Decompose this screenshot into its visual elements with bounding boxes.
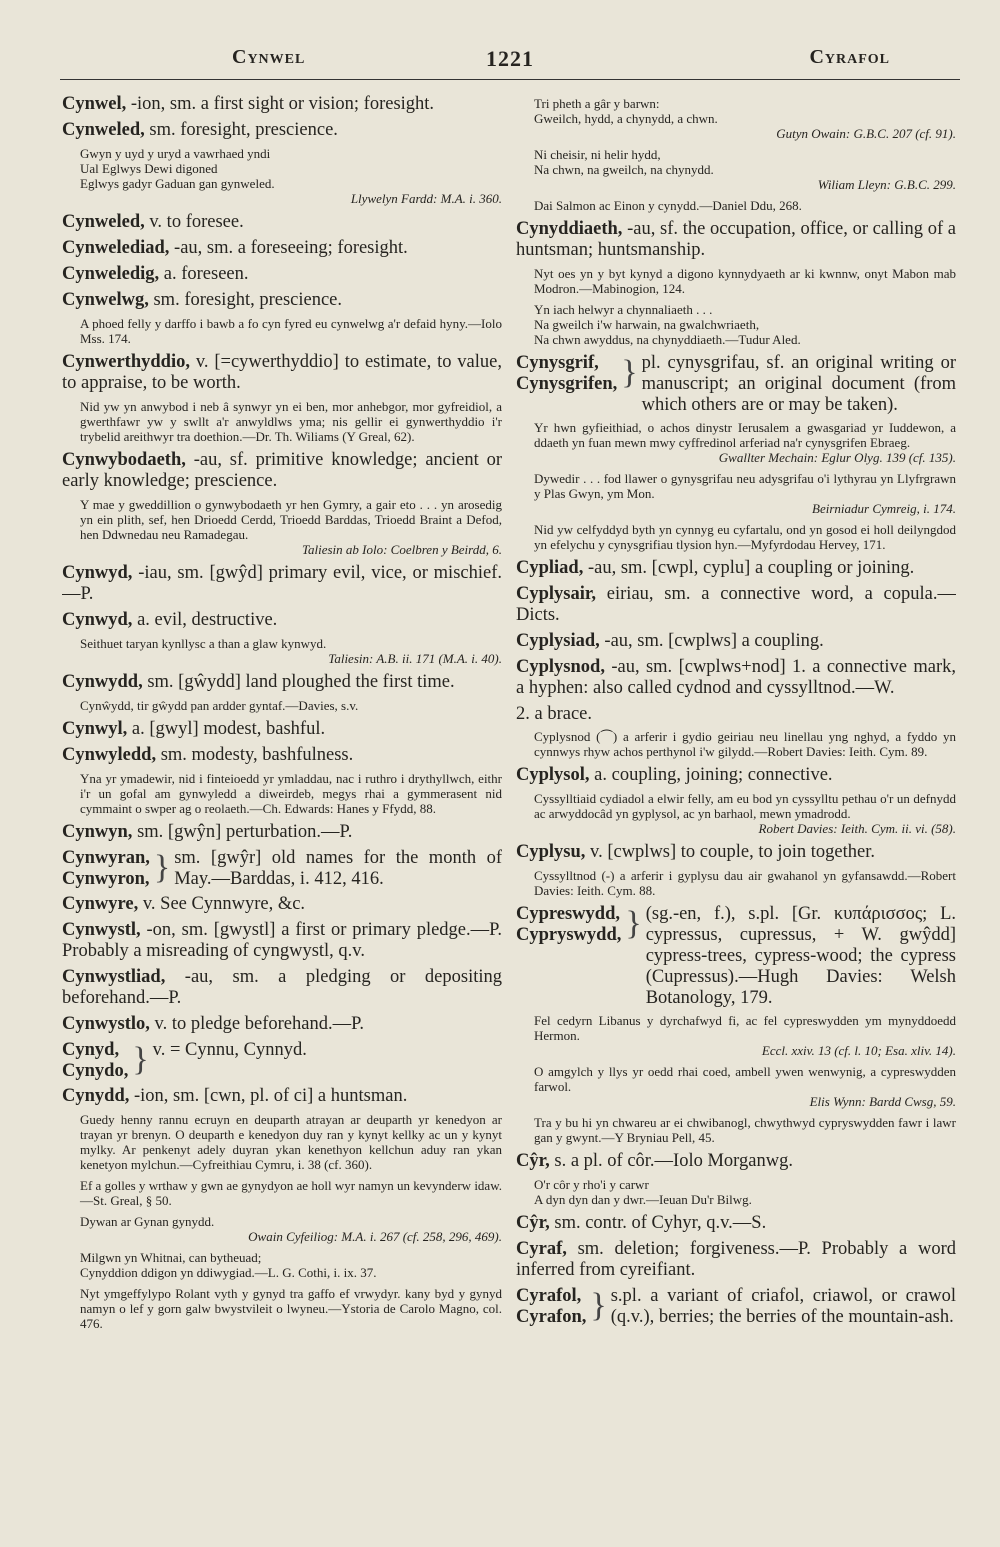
headword: Cynwydd, bbox=[62, 672, 143, 692]
citation-source: Llywelyn Fardd: M.A. i. 360. bbox=[350, 191, 502, 206]
definition: a. foreseen. bbox=[159, 264, 249, 284]
citation-quote bbox=[80, 1286, 502, 1331]
headword: Cyplysiad, bbox=[516, 631, 600, 651]
citation-source: Beirniadur Cymreig, i. 174. bbox=[812, 501, 956, 516]
citation-quote bbox=[534, 1064, 956, 1109]
citation-quote bbox=[534, 1177, 956, 1207]
citation-source: Eccl. xxiv. 13 (cf. l. 10; Esa. xliv. 14). bbox=[761, 1043, 956, 1058]
definition: -au, sf. primitive knowledge; ancient or early knowledge; prescience. bbox=[62, 450, 502, 491]
citation-line: Cyssylltiaid cydiadol a elwir felly, am eu bod yn cyssylltu pethau o'r un defnydd ac arwyddocâd yn gyplysol, ac yn barhaol, mewn ymadrodd. bbox=[534, 791, 956, 821]
citation-quote bbox=[534, 420, 956, 465]
citation-line: Cynyddion ddigon yn ddiwygiad.—L. G. Cothi, i. ix. 37. bbox=[80, 1265, 377, 1280]
citation-line: Fel cedyrn Libanus y dyrchafwyd fi, ac fel cypreswydden ym mynyddoedd Hermon. bbox=[534, 1013, 956, 1043]
headword: Cynwelwg, bbox=[62, 290, 149, 310]
dictionary-entry bbox=[62, 1014, 502, 1035]
citation-quote bbox=[534, 147, 956, 192]
dictionary-entry-pair bbox=[516, 353, 956, 416]
headword: Cynysgrifen, bbox=[516, 374, 618, 394]
citation-quote bbox=[534, 522, 956, 552]
dictionary-entry bbox=[62, 94, 502, 115]
dictionary-entry bbox=[516, 219, 956, 261]
citation-line: Na chwn awyddus, na chynyddiaeth.—Tudur Aled. bbox=[534, 332, 801, 347]
headword: Cynysgrif, bbox=[516, 353, 599, 373]
headword: Cyplysu, bbox=[516, 842, 586, 862]
brace-mark: } bbox=[153, 849, 171, 886]
citation-line: Na chwn, na gweilch, na chynydd. bbox=[534, 162, 714, 177]
definition: a. coupling, joining; connective. bbox=[589, 765, 833, 785]
dictionary-entry bbox=[516, 1151, 956, 1172]
citation-quote bbox=[80, 399, 502, 444]
left-column bbox=[62, 94, 502, 1507]
headword: Cynwyron, bbox=[62, 869, 150, 889]
definition: -au, sm. a pledging or depositing beforehand.—P. bbox=[62, 967, 502, 1008]
citation-quote bbox=[534, 198, 956, 213]
brace-mark: } bbox=[621, 354, 638, 391]
citation-quote bbox=[534, 729, 956, 759]
citation-quote bbox=[80, 771, 502, 816]
headword: Cŷr, bbox=[516, 1151, 550, 1171]
headword: Cyrafon, bbox=[516, 1307, 587, 1327]
headword: Cynwystlo, bbox=[62, 1014, 150, 1034]
headword: Cynwystliad, bbox=[62, 967, 166, 987]
citation-line: Milgwn yn Whitnai, can bytheuad; bbox=[80, 1250, 262, 1265]
dictionary-entry bbox=[62, 745, 502, 766]
definition: -au, sm. [cwpl, cyplu] a coupling or joining. bbox=[583, 558, 915, 578]
definition: s. a pl. of côr.—Iolo Morganwg. bbox=[549, 1151, 793, 1171]
citation-line: O amgylch y llys yr oedd rhai coed, ambell ywen wenwynig, a cypreswydden farwol. bbox=[534, 1064, 956, 1094]
citation-line: Cynŵydd, tir gŵydd pan ardder gyntaf.—Davies, s.v. bbox=[80, 698, 359, 713]
citation-line: Cyssylltnod (-) a arferir i gyplysu dau air gwahanol yn gyfansawdd.—Robert Davies: Ieith. Cym. 88. bbox=[534, 868, 956, 898]
citation-line: Gweilch, hydd, a chynydd, a chwn. bbox=[534, 111, 718, 126]
headword: Cynwyn, bbox=[62, 822, 133, 842]
definition: eiriau, sm. a connective word, a copula.—Dicts. bbox=[516, 584, 956, 625]
headword: Cynwybodaeth, bbox=[62, 450, 186, 470]
brace-mark: } bbox=[132, 1041, 149, 1078]
dictionary-entry bbox=[516, 1239, 956, 1281]
dictionary-entry bbox=[62, 238, 502, 259]
citation-source: Gwallter Mechain: Eglur Olyg. 139 (cf. 135). bbox=[718, 450, 956, 465]
headword: Cyplysnod, bbox=[516, 657, 605, 677]
definition: -ion, sm. [cwn, pl. of ci] a huntsman. bbox=[129, 1086, 408, 1106]
citation-line: Dywan ar Gynan gynydd. bbox=[80, 1214, 215, 1229]
dictionary-entry bbox=[62, 610, 502, 631]
citation-line: Tra y bu hi yn chwareu ar ei chwibanogl, chwythwyd cypryswydden fawr i lawr gan y gwynt.—Y Bryniau Pell, 45. bbox=[534, 1115, 956, 1145]
headword: Cyplysol, bbox=[516, 765, 590, 785]
headword: Cynwerthyddio, bbox=[62, 352, 190, 372]
citation-line: Ef a golles y wrthaw y gwn ae gynydyon ae holl wyr namyn un kevynderw idaw.—St. Greal, § 50. bbox=[80, 1178, 502, 1208]
headword-group bbox=[516, 353, 617, 395]
dictionary-entry-pair bbox=[62, 848, 502, 890]
dictionary-entry bbox=[62, 120, 502, 141]
citation-line: Yr hwn gyfieithiad, o achos dinystr Ierusalem a gwasgariad yr Iuddewon, a ddaeth yn fuan mewn mwy cyffredinol arferiad na'r cynysgrifen Ebraeg. bbox=[534, 420, 956, 450]
headword: Cynweled, bbox=[62, 212, 145, 232]
citation-source: Taliesin ab Iolo: Coelbren y Beirdd, 6. bbox=[301, 542, 502, 557]
page-number: 1221 bbox=[486, 46, 534, 71]
definition: v. [=cywerthyddio] to estimate, to value, to appraise, to be worth. bbox=[62, 352, 502, 393]
citation-quote bbox=[80, 1112, 502, 1172]
dictionary-entry-pair bbox=[516, 904, 956, 1009]
headword: Cynydo, bbox=[62, 1061, 129, 1081]
dictionary-entry bbox=[62, 563, 502, 605]
headword: Cynwel, bbox=[62, 94, 127, 114]
headword: Cynwyl, bbox=[62, 719, 128, 739]
citation-quote bbox=[80, 316, 502, 346]
dictionary-entry bbox=[62, 920, 502, 962]
headword: Cyrafol, bbox=[516, 1286, 582, 1306]
citation-quote bbox=[534, 471, 956, 516]
dictionary-entry bbox=[62, 264, 502, 285]
definition-sense: 2. a brace. bbox=[516, 704, 593, 724]
headword: Cyplysair, bbox=[516, 584, 597, 604]
definition: v. = Cynnu, Cynnyd. bbox=[152, 1040, 307, 1060]
dictionary-entry bbox=[62, 967, 502, 1009]
definition: v. [cwplws] to couple, to join together. bbox=[585, 842, 876, 862]
headword-group bbox=[516, 904, 621, 946]
dictionary-entry-pair bbox=[516, 1286, 956, 1328]
definition: -iau, sm. [gwŷd] primary evil, vice, or mischief.—P. bbox=[62, 563, 502, 604]
dictionary-entry bbox=[62, 1086, 502, 1107]
citation-quote bbox=[534, 1115, 956, 1145]
headword: Cynwelediad, bbox=[62, 238, 170, 258]
citation-line: Nid yw yn anwybod i neb â synwyr yn ei ben, mor anhebgor, mor gyfreidiol, a gwerthfawr yw y swllt a'r anwyldlws yma; nis gellir ei gynwerthyddio i'r trybelid areithwyr tra doethion.—Dr. Th. Wiliams (Y Greal, 62). bbox=[80, 399, 502, 444]
citation-line: Yna yr ymadewir, nid i finteioedd yr ymladdau, nac i ruthro i drythyllwch, eithr i'r un gofal am gynwyledd a diweirdeb, megys rhai a gymmerasent nid cymmaint o swper ag o reolaeth.—Ch. Edwards: Hanes y Ffydd, 88. bbox=[80, 771, 502, 816]
headword: Cynyd, bbox=[62, 1040, 120, 1060]
citation-source: Elis Wynn: Bardd Cwsg, 59. bbox=[809, 1094, 956, 1109]
headword: Cŷr, bbox=[516, 1213, 550, 1233]
citation-line: Ni cheisir, ni helir hydd, bbox=[534, 147, 661, 162]
header-right-guideword: Cyrafol bbox=[809, 46, 890, 68]
headword-group bbox=[516, 1286, 586, 1328]
dictionary-entry bbox=[516, 558, 956, 579]
headword: Cynwyledd, bbox=[62, 745, 157, 765]
citation-quote bbox=[534, 1013, 956, 1058]
citation-quote bbox=[80, 497, 502, 557]
headword: Cynwyd, bbox=[62, 610, 133, 630]
headword: Cynydd, bbox=[62, 1086, 130, 1106]
dictionary-entry bbox=[62, 352, 502, 394]
page-header bbox=[60, 40, 960, 80]
definition: sm. deletion; forgiveness.—P. Probably a word inferred from cyreifiant. bbox=[516, 1239, 956, 1280]
definition: -au, sm. [cwplws] a coupling. bbox=[599, 631, 824, 651]
citation-line: Cyplysnod (⏜) a arferir i gydio geiriau neu linellau yng nghyd, a fyddo yn cynnwys rhyw achos perthynol i'w gilydd.—Robert Davies: Ieith. Cym. 89. bbox=[534, 729, 956, 759]
citation-quote bbox=[534, 791, 956, 836]
citation-line: A dyn dyn dan y dwr.—Ieuan Du'r Bilwg. bbox=[534, 1192, 752, 1207]
citation-source: Robert Davies: Ieith. Cym. ii. vi. (58). bbox=[758, 821, 956, 836]
citation-line: Y mae y gweddillion o gynwybodaeth yr hen Gymry, a gair eto . . . yn arosedig yn ein plith, sef, hen Drioedd Cerdd, Trioedd Barddas, Trioedd Braint a Defod, hen Ddwnedau neu Ramadegau. bbox=[80, 497, 502, 542]
citation-quote bbox=[80, 146, 502, 206]
definition: sm. foresight, prescience. bbox=[144, 120, 338, 140]
citation-source: Taliesin: A.B. ii. 171 (M.A. i. 40). bbox=[328, 651, 502, 666]
definition: pl. cynysgrifau, sf. an original writing or manuscript; an original document (from which others are or may be taken). bbox=[641, 353, 956, 415]
right-column bbox=[516, 94, 956, 1507]
dictionary-entry bbox=[516, 765, 956, 786]
brace-mark: } bbox=[590, 1287, 607, 1324]
citation-line: A phoed felly y darffo i bawb a fo cyn fyred eu cynwelwg a'r defaid hyny.—Iolo Mss. 174. bbox=[80, 316, 502, 346]
citation-quote bbox=[534, 266, 956, 296]
headword: Cynwyd, bbox=[62, 563, 133, 583]
definition: s.pl. a variant of criafol, criawol, or crawol (q.v.), berries; the berries of the mountain-ash. bbox=[610, 1286, 956, 1327]
citation-source: Owain Cyfeiliog: M.A. i. 267 (cf. 258, 296, 469). bbox=[248, 1229, 502, 1244]
citation-quote bbox=[80, 698, 502, 713]
citation-line: Ual Eglwys Dewi digoned bbox=[80, 161, 218, 176]
header-left-guideword: Cynwel bbox=[232, 46, 306, 68]
headword: Cypreswydd, bbox=[516, 904, 620, 924]
definition: (sg.-en, f.), s.pl. [Gr. κυπάρισσος; L. cypressus, cupressus, + W. gwŷdd] cypress-trees, cypress-wood; the cypress (Cupressus).—Hugh Davies: Welsh Botanology, 179. bbox=[645, 904, 956, 1008]
dictionary-entry bbox=[62, 450, 502, 492]
definition: sm. [gwŷn] perturbation.—P. bbox=[132, 822, 353, 842]
definition: -au, sm. a foreseeing; foresight. bbox=[169, 238, 408, 258]
dictionary-entry bbox=[62, 290, 502, 311]
definition: sm. modesty, bashfulness. bbox=[156, 745, 354, 765]
citation-source: Gutyn Owain: G.B.C. 207 (cf. 91). bbox=[776, 126, 956, 141]
citation-line: Na gweilch i'w harwain, na gwalchwriaeth, bbox=[534, 317, 760, 332]
citation-line: Guedy henny rannu ecruyn en deuparth atrayan ar deuparth yr kenedyon ar trayan yr brenyn. O deuparth e kenedyon duy ran y kynyt kellky ac un y kynyt mylky. Ar penkenyt adely duyran ykan kenethyon kellchun aduy ran ykan kenetyon mylchun.—Cyfreithiau Cymru, i. 38 (cf. 360). bbox=[80, 1112, 502, 1172]
dictionary-entry bbox=[516, 842, 956, 863]
dictionary-entry bbox=[62, 719, 502, 740]
citation-line: Gwyn y uyd y uryd a vawrhaed yndi bbox=[80, 146, 271, 161]
citation-quote bbox=[534, 868, 956, 898]
citation-line: Dywedir . . . fod llawer o gynysgrifau neu adysgrifau o'i lythyrau yn Llyfrgrawn y Plas Gwyn, ym Mon. bbox=[534, 471, 956, 501]
headword-group bbox=[62, 848, 150, 890]
definition: sm. [gwŷr] old names for the month of May.—Barddas, i. 412, 416. bbox=[174, 848, 502, 889]
headword: Cynyddiaeth, bbox=[516, 219, 623, 239]
citation-source: Wiliam Lleyn: G.B.C. 299. bbox=[817, 177, 956, 192]
citation-line: Dai Salmon ac Einon y cynydd.—Daniel Ddu, 268. bbox=[534, 198, 802, 213]
dictionary-entry-pair bbox=[62, 1040, 502, 1082]
headword: Cypryswydd, bbox=[516, 925, 622, 945]
definition: v. See Cynnwyre, &c. bbox=[138, 894, 306, 914]
citation-line: Seithuet taryan kynllysc a than a glaw kynwyd. bbox=[80, 636, 327, 651]
headword-group bbox=[62, 1040, 128, 1082]
definition: v. to pledge beforehand.—P. bbox=[149, 1014, 364, 1034]
citation-quote bbox=[80, 1214, 502, 1244]
citation-line: Nyt oes yn y byt kynyd a digono kynnydyaeth ar ki kwnnw, onyt Mabon mab Modron.—Mabinogion, 124. bbox=[534, 266, 956, 296]
headword: Cypliad, bbox=[516, 558, 584, 578]
definition: v. to foresee. bbox=[144, 212, 244, 232]
definition: -au, sf. the occupation, office, or calling of a huntsman; huntsmanship. bbox=[516, 219, 956, 260]
definition: -au, sm. [cwplws+nod] 1. a connective mark, a hyphen: also called cydnod and cyssylltnod.—W. bbox=[516, 657, 956, 698]
headword: Cynwystl, bbox=[62, 920, 141, 940]
dictionary-entry bbox=[516, 631, 956, 652]
citation-line: Nid yw celfyddyd byth yn cynnyg eu cyfartalu, ond yn gosod ei holl deilyngdod yn efelychu y cynysgrifiau tlysion hyn.—Myfyrdodau Hervey, 171. bbox=[534, 522, 956, 552]
citation-line: Nyt ymgeffylypo Rolant vyth y gynyd tra gaffo ef vrwydyr. kany byd y gynyd namyn o lef y gorn galw bwystvileit o lwyneu.—Ystoria de Carolo Magno, col. 476. bbox=[80, 1286, 502, 1331]
dictionary-entry bbox=[62, 822, 502, 843]
dictionary-entry bbox=[516, 657, 956, 699]
definition: a. [gwyl] modest, bashful. bbox=[127, 719, 326, 739]
citation-line: O'r côr y rho'i y carwr bbox=[534, 1177, 649, 1192]
citation-line: Yn iach helwyr a chynnaliaeth . . . bbox=[534, 302, 713, 317]
citation-quote bbox=[80, 636, 502, 666]
definition: sm. contr. of Cyhyr, q.v.—S. bbox=[549, 1213, 767, 1233]
headword: Cynweledig, bbox=[62, 264, 160, 284]
definition: sm. [gŵydd] land ploughed the first time. bbox=[142, 672, 455, 692]
citation-quote bbox=[80, 1178, 502, 1208]
dictionary-entry bbox=[516, 584, 956, 626]
dictionary-entry bbox=[62, 672, 502, 693]
dictionary-entry bbox=[62, 894, 502, 915]
definition: -on, sm. [gwystl] a first or primary pledge.—P. Probably a misreading of cyngwystl, q.v. bbox=[62, 920, 502, 961]
dictionary-entry bbox=[516, 1213, 956, 1234]
dictionary-entry bbox=[62, 212, 502, 233]
definition: -ion, sm. a first sight or vision; foresight. bbox=[126, 94, 435, 114]
brace-mark: } bbox=[625, 905, 642, 942]
definition: sm. foresight, prescience. bbox=[148, 290, 343, 310]
citation-line: Eglwys gadyr Gaduan gan gynweled. bbox=[80, 176, 275, 191]
citation-line: Tri pheth a gâr y barwn: bbox=[534, 96, 660, 111]
citation-quote bbox=[80, 1250, 502, 1280]
headword: Cynweled, bbox=[62, 120, 145, 140]
headword: Cynwyre, bbox=[62, 894, 139, 914]
headword: Cyraf, bbox=[516, 1239, 567, 1259]
headword: Cynwyran, bbox=[62, 848, 150, 868]
citation-quote bbox=[534, 96, 956, 141]
citation-quote bbox=[534, 302, 956, 347]
definition: a. evil, destructive. bbox=[132, 610, 278, 630]
